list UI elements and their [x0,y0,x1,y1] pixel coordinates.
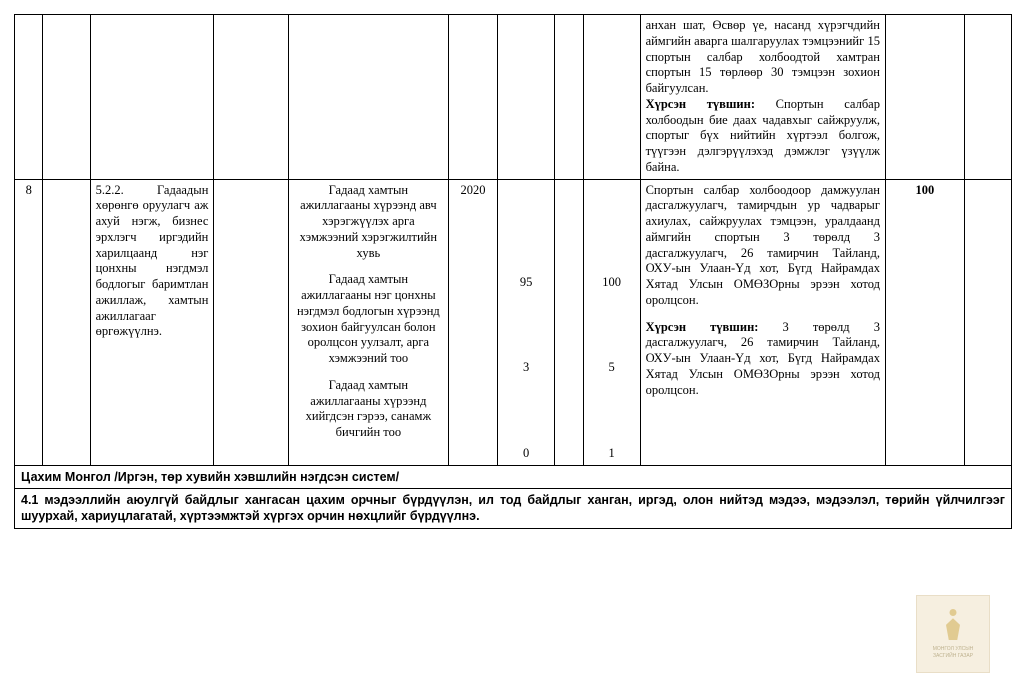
cell-objective [90,179,214,465]
cell-blank-partial-2 [43,15,90,180]
indicator-spacer-2 [294,367,443,378]
cell-blank-partial-12 [964,15,1011,180]
cell-result-partial [640,15,885,180]
cell-year: 2020 [448,179,497,465]
cell-blank-12 [964,179,1011,465]
indicator-spacer-1 [294,261,443,272]
performance-table [14,14,1012,466]
actual-value-1: 100 [602,274,621,289]
table-row-partial [15,15,1012,180]
cell-score: 100 [885,179,964,465]
cell-plan-values [498,179,555,465]
plan-value-1: 95 [519,274,533,289]
cell-indicator-partial [288,15,448,180]
plan-value-2: 3 [523,360,530,375]
cell-indicators [288,179,448,465]
cell-blank-8 [555,179,583,465]
cell-blank-2 [43,179,90,465]
partial-level-label: Хүрсэн түвшин: [645,96,756,111]
cell-actual-partial [583,15,640,180]
table-row [15,179,1012,465]
cell-blank-partial-8 [555,15,583,180]
cell-score-partial [885,15,964,180]
indicator-2: Гадаад хамтын ажиллагааны нэг цонхны нэгдмэл бодлогын хүрээнд зохион байгуулсан болон оролцсон уулзалт, арга хэмжээний тоо [296,272,440,365]
result-text: Спортын салбар холбоодоор дамжуулан дасгалжуулагч, тамирчдын ур чадварыг ахиулах, сайжруулах тэмцээн, уралдаанд аймгийн спортын 3 төрөлд 3 дасгалжуулагч, 26 тамирчин Тайланд, ОХУ-ын Улаан-Үд хот, Бүгд Найрамдах Хятад Улсын ОМӨЗОрны эрээн хотод оролцсон. [645,182,880,307]
partial-level-text: Спортын салбар холбоодын бие даах чадавхыг сайжруулж, спортыг бүх нийтийн хүртээл болгож, түүгээн дэлгэрүүлэхэд дэмжлэг үзүүлж байна. [645,96,880,174]
result-level-paragraph [646,320,880,399]
footer-row-1 [15,465,1012,488]
cell-actual-values [583,179,640,465]
result-spacer [646,309,880,320]
result-level-text: 3 төрөлд 3 дасгалжуулагч, 26 тамирчин Тайланд, ОХУ-ын Улаан-Үд хот, Бүгд Найрамдах Хятад Улсын ОМӨЗОрны эрээн хотод оролцсон. [645,319,880,397]
cell-result [640,179,885,465]
government-watermark [916,595,988,671]
footer-section [14,465,1012,529]
actual-value-2: 5 [608,360,615,375]
watermark-line-2: ЗАСГИЙН ГАЗАР [932,652,974,659]
cell-blank-4 [214,179,289,465]
partial-level-paragraph [646,97,880,176]
watermark-line-1: МОНГОЛ УЛСЫН [932,646,974,653]
cell-year-partial [448,15,497,180]
objective-text: 5.2.2. Гадаадын хөрөнгө оруулагч аж ахуй нэгж, бизнес эрхлэгч иргэдийн харилцаанд нэг цонхны нэгдмэл бодлогыг баримтлан ажиллаж, хамтын ажиллагааг өргөжүүлнэ. [95,182,209,339]
result-level-label: Хүрсэн түвшин: [645,319,759,334]
footer-row-2 [15,489,1012,529]
footer-line-1: Цахим Монгол /Иргэн, төр хувийн хэвшлийн нэгдсэн систем/ [15,465,1012,488]
soyombo-emblem-icon [940,609,966,643]
actual-value-3: 1 [608,446,615,460]
partial-achievement-text: анхан шат, Өсвөр үе, насанд хүрэгчдийн аймгийн аварга шалгаруулах тэмцээнийг 15 спортын салбар холбоодтой хамтран спортын 15 төрлөөр 30 тэмцээн зохион байгуулсан. [645,18,880,95]
cell-plan-partial [498,15,555,180]
cell-index-partial [15,15,43,180]
indicator-1: Гадаад хамтын ажиллагааны хүрээнд авч хэрэгжүүлэх арга хэмжээний хэрэгжилтийн хувь [299,182,438,260]
footer-line-2: 4.1 мэдээллийн аюулгүй байдлыг хангасан цахим орчныг бүрдүүлэн, ил тод байдлыг ханган, иргэд, олон нийтэд мэдээ, мэдээлэл, төрийн үйлчилгээг шуурхай, хариуцлагатай, хүртээмжтэй хүргэх орчин нөхцлийг бүрдүүлнэ. [15,489,1012,529]
cell-blank-partial-4 [214,15,289,180]
plan-value-3: 0 [523,446,530,460]
cell-objective-partial [90,15,214,180]
cell-row-index: 8 [15,179,43,465]
indicator-3: Гадаад хамтын ажиллагааны хүрээнд хийгдсэн гэрээ, санамж бичгийн тоо [305,377,432,439]
